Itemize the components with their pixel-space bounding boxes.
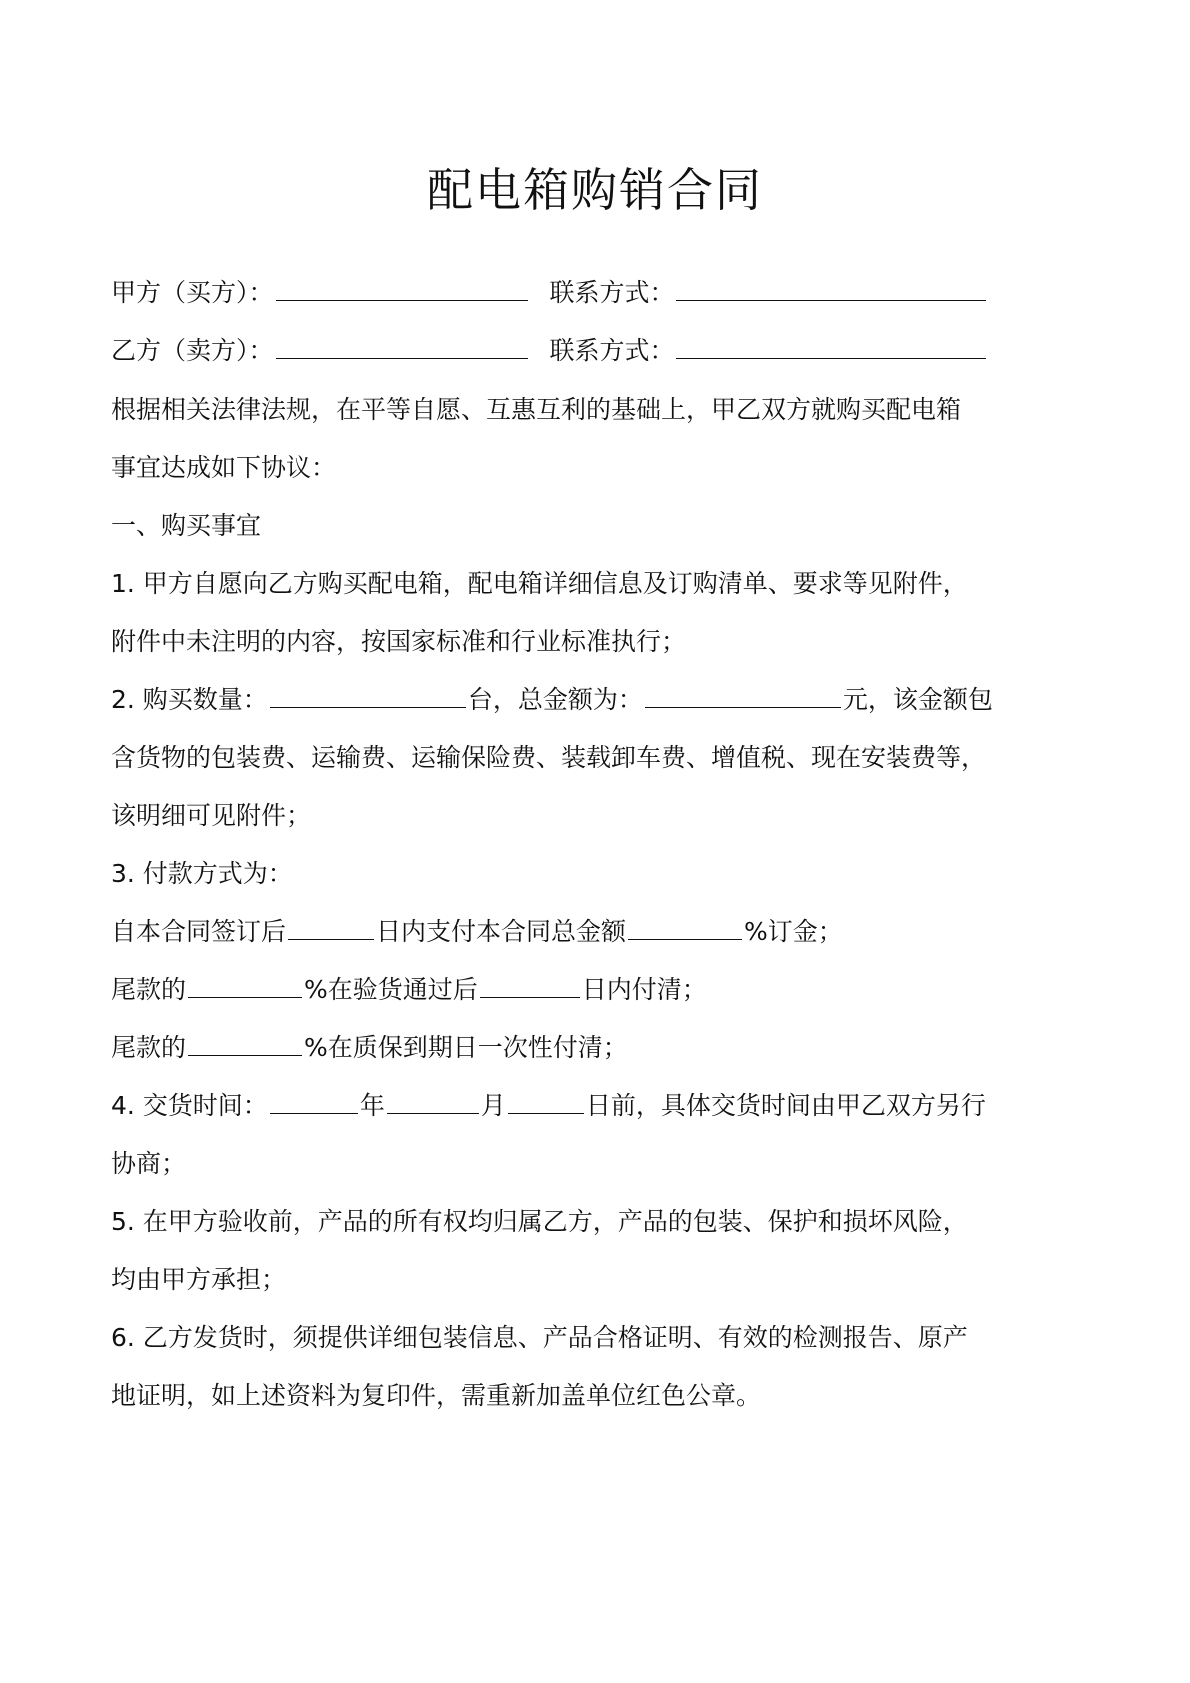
balance-1-line	[111, 973, 707, 1007]
deposit-mid: 日内支付本合同总金额	[376, 917, 627, 946]
party-b-contact-field[interactable]	[676, 334, 986, 359]
party-a-line	[111, 276, 988, 310]
delivery-month-field[interactable]	[387, 1089, 479, 1114]
item-5-line-2: 均由甲方承担；	[111, 1265, 287, 1294]
deposit-prefix: 自本合同签订后	[111, 917, 287, 946]
deposit-line	[111, 915, 843, 949]
item-2-line-2: 含货物的包装费、运输费、运输保险费、装载卸车费、增值税、现在安装费等，	[111, 743, 987, 772]
quantity-field[interactable]	[270, 683, 466, 708]
item-5-line-1: 5. 在甲方验收前，产品的所有权均归属乙方，产品的包装、保护和损坏风险，	[111, 1207, 968, 1236]
balance-1-prefix: 尾款的	[111, 975, 187, 1004]
balance-1-suffix: 日内付清；	[581, 975, 707, 1004]
item-1-line-1: 1. 甲方自愿向乙方购买配电箱，配电箱详细信息及订购清单、要求等见附件，	[111, 569, 968, 598]
deposit-suffix: %订金；	[744, 917, 843, 946]
party-b-contact-label: 联系方式：	[549, 336, 675, 365]
item-2-line-3: 该明细可见附件；	[111, 801, 312, 830]
item-2-unit: 台，总金额为：	[467, 685, 643, 714]
document-title: 配电箱购销合同	[427, 163, 763, 217]
delivery-year-field[interactable]	[270, 1089, 358, 1114]
party-b-label: 乙方（卖方）：	[111, 336, 274, 365]
total-amount-field[interactable]	[645, 683, 841, 708]
deposit-percent-field[interactable]	[628, 915, 742, 940]
balance-2-prefix: 尾款的	[111, 1033, 187, 1062]
item-4-prefix: 4. 交货时间：	[111, 1091, 268, 1120]
preamble-line-1: 根据相关法律法规，在平等自愿、互惠互利的基础上，甲乙双方就购买配电箱	[111, 395, 962, 424]
item-4-suffix: 日前，具体交货时间由甲乙双方另行	[585, 1091, 986, 1120]
balance-2-percent-field[interactable]	[188, 1031, 302, 1056]
item-6-line-2: 地证明，如上述资料为复印件，需重新加盖单位红色公章。	[111, 1381, 762, 1410]
balance-2-suffix: %在质保到期日一次性付清；	[304, 1033, 628, 1062]
item-3-heading: 3. 付款方式为：	[111, 859, 293, 888]
party-a-contact-label: 联系方式：	[549, 278, 675, 307]
party-a-contact-field[interactable]	[676, 276, 986, 301]
section-heading-purchase: 一、购买事宜	[111, 511, 262, 540]
party-a-name-field[interactable]	[276, 276, 528, 301]
balance-1-percent-field[interactable]	[188, 973, 302, 998]
item-1-line-2: 附件中未注明的内容，按国家标准和行业标准执行；	[111, 627, 687, 656]
item-6-line-1: 6. 乙方发货时，须提供详细包装信息、产品合格证明、有效的检测报告、原产	[111, 1323, 968, 1352]
item-4-year: 年	[359, 1091, 385, 1120]
party-a-label: 甲方（买方）：	[111, 278, 274, 307]
item-4-line-2: 协商；	[111, 1149, 187, 1178]
balance-2-line	[111, 1031, 628, 1065]
item-2-suffix: 元，该金额包	[842, 685, 993, 714]
item-4-line-1	[111, 1089, 986, 1123]
preamble-line-2: 事宜达成如下协议：	[111, 453, 337, 482]
balance-1-mid: %在验货通过后	[304, 975, 478, 1004]
party-b-line	[111, 334, 988, 368]
balance-1-days-field[interactable]	[480, 973, 580, 998]
delivery-day-field[interactable]	[508, 1089, 584, 1114]
item-4-month: 月	[480, 1091, 506, 1120]
item-2-prefix: 2. 购买数量：	[111, 685, 268, 714]
item-2-line-1	[111, 683, 993, 717]
deposit-days-field[interactable]	[288, 915, 374, 940]
party-b-name-field[interactable]	[276, 334, 528, 359]
